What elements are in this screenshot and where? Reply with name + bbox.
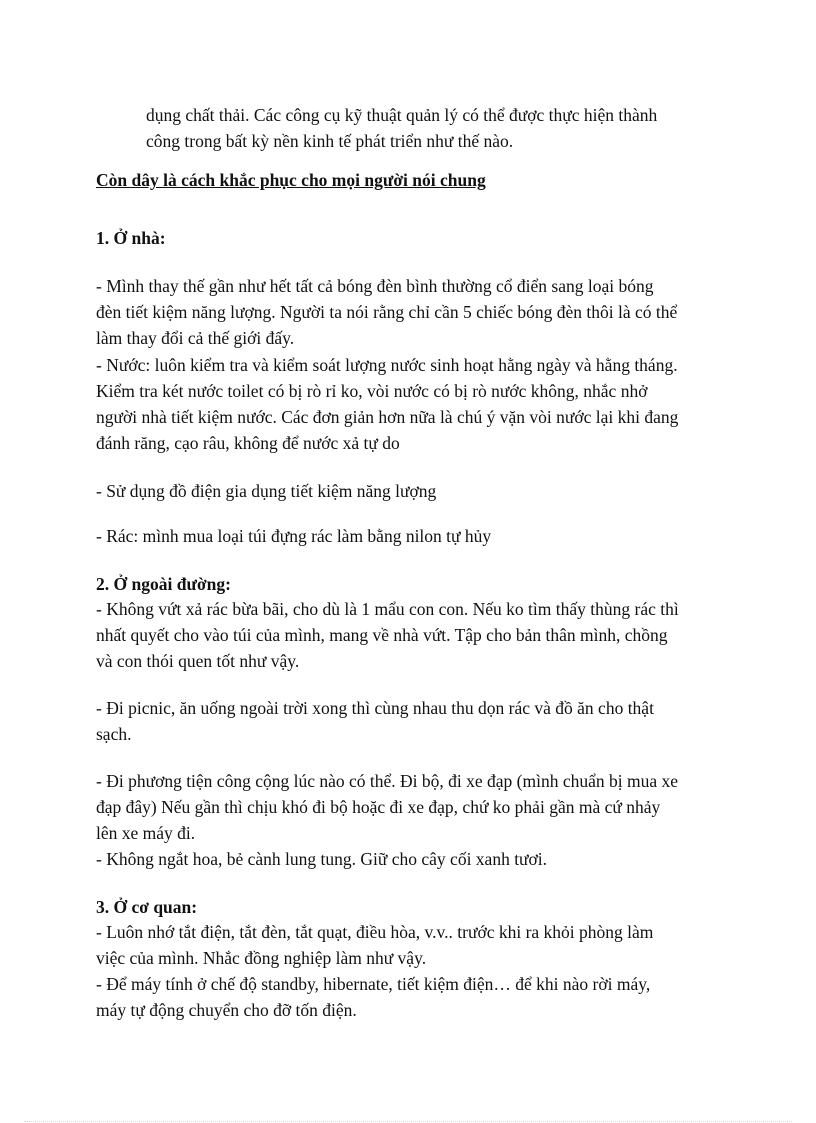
text-line: - Để máy tính ở chế độ standby, hibernate, tiết kiệm điện… để khi nào rời máy, [96,974,651,994]
text-line: nhất quyết cho vào túi của mình, mang về nhà vứt. Tập cho bản thân mình, chồng [96,625,668,645]
home-paragraph-appliances: - Sử dụng đồ điện gia dụng tiết kiệm năng lượng [96,481,437,501]
text-line: - Đi phương tiện công cộng lúc nào có thể. Đi bộ, đi xe đạp (mình chuẩn bị mua xe [96,771,679,791]
continuation-paragraph [146,102,746,154]
text-line: việc của mình. Nhắc đồng nghiệp làm như vậy. [96,948,427,968]
home-paragraph-bulbs [96,273,736,351]
text-line: - Nước: luôn kiểm tra và kiểm soát lượng nước sinh hoạt hằng ngày và hằng tháng. [96,355,678,375]
text-line: và con thói quen tốt như vậy. [96,651,300,671]
text-line: - Luôn nhớ tắt điện, tắt đèn, tắt quạt, điều hòa, v.v.. trước khi ra khỏi phòng làm [96,922,654,942]
home-paragraph-water [96,352,736,456]
text-line: người nhà tiết kiệm nước. Các đơn giản hơn nữa là chú ý vặn vòi nước lại khi đang [96,407,679,427]
street-paragraph-litter [96,596,736,674]
page-bottom-border [24,1121,792,1122]
text-line: - Không vứt xả rác bừa bãi, cho dù là 1 mẩu con con. Nếu ko tìm thấy thùng rác thì [96,599,679,619]
main-heading: Còn dây là cách khắc phục cho mọi người nói chung [96,170,486,190]
office-paragraph-lights [96,919,736,971]
street-paragraph-picnic [96,695,736,747]
street-paragraph-transport [96,768,736,846]
section-title-home: 1. Ở nhà: [96,228,166,248]
text-line: đèn tiết kiệm năng lượng. Người ta nói rằng chỉ cần 5 chiếc bóng đèn thôi là có thể [96,302,678,322]
home-paragraph-trash: - Rác: mình mua loại túi đựng rác làm bằng nilon tự hủy [96,526,492,546]
text-line: - Đi picnic, ăn uống ngoài trời xong thì cùng nhau thu dọn rác và đồ ăn cho thật [96,698,654,718]
text-line: làm thay đổi cả thế giới đấy. [96,328,295,348]
street-paragraph-flowers: - Không ngắt hoa, bẻ cành lung tung. Giữ cho cây cối xanh tươi. [96,849,548,869]
text-line: đánh răng, cạo râu, không để nước xả tự do [96,433,400,453]
text-line: sạch. [96,724,132,744]
section-title-street: 2. Ở ngoài đường: [96,574,231,594]
text-line: máy tự động chuyển cho đỡ tốn điện. [96,1000,357,1020]
text-line: đạp đây) Nếu gần thì chịu khó đi bộ hoặc đi xe đạp, chứ ko phải gần mà cứ nhảy [96,797,661,817]
text-line: công trong bất kỳ nền kinh tế phát triển như thế nào. [146,131,514,151]
text-line: lên xe máy đi. [96,823,196,843]
text-line: dụng chất thải. Các công cụ kỹ thuật quản lý có thể được thực hiện thành [146,105,658,125]
text-line: Kiểm tra két nước toilet có bị rò rỉ ko, vòi nước có bị rò nước không, nhắc nhở [96,381,648,401]
office-paragraph-computer [96,971,736,1023]
section-title-office: 3. Ở cơ quan: [96,897,198,917]
text-line: - Mình thay thế gần như hết tất cả bóng đèn bình thường cổ điển sang loại bóng [96,276,654,296]
